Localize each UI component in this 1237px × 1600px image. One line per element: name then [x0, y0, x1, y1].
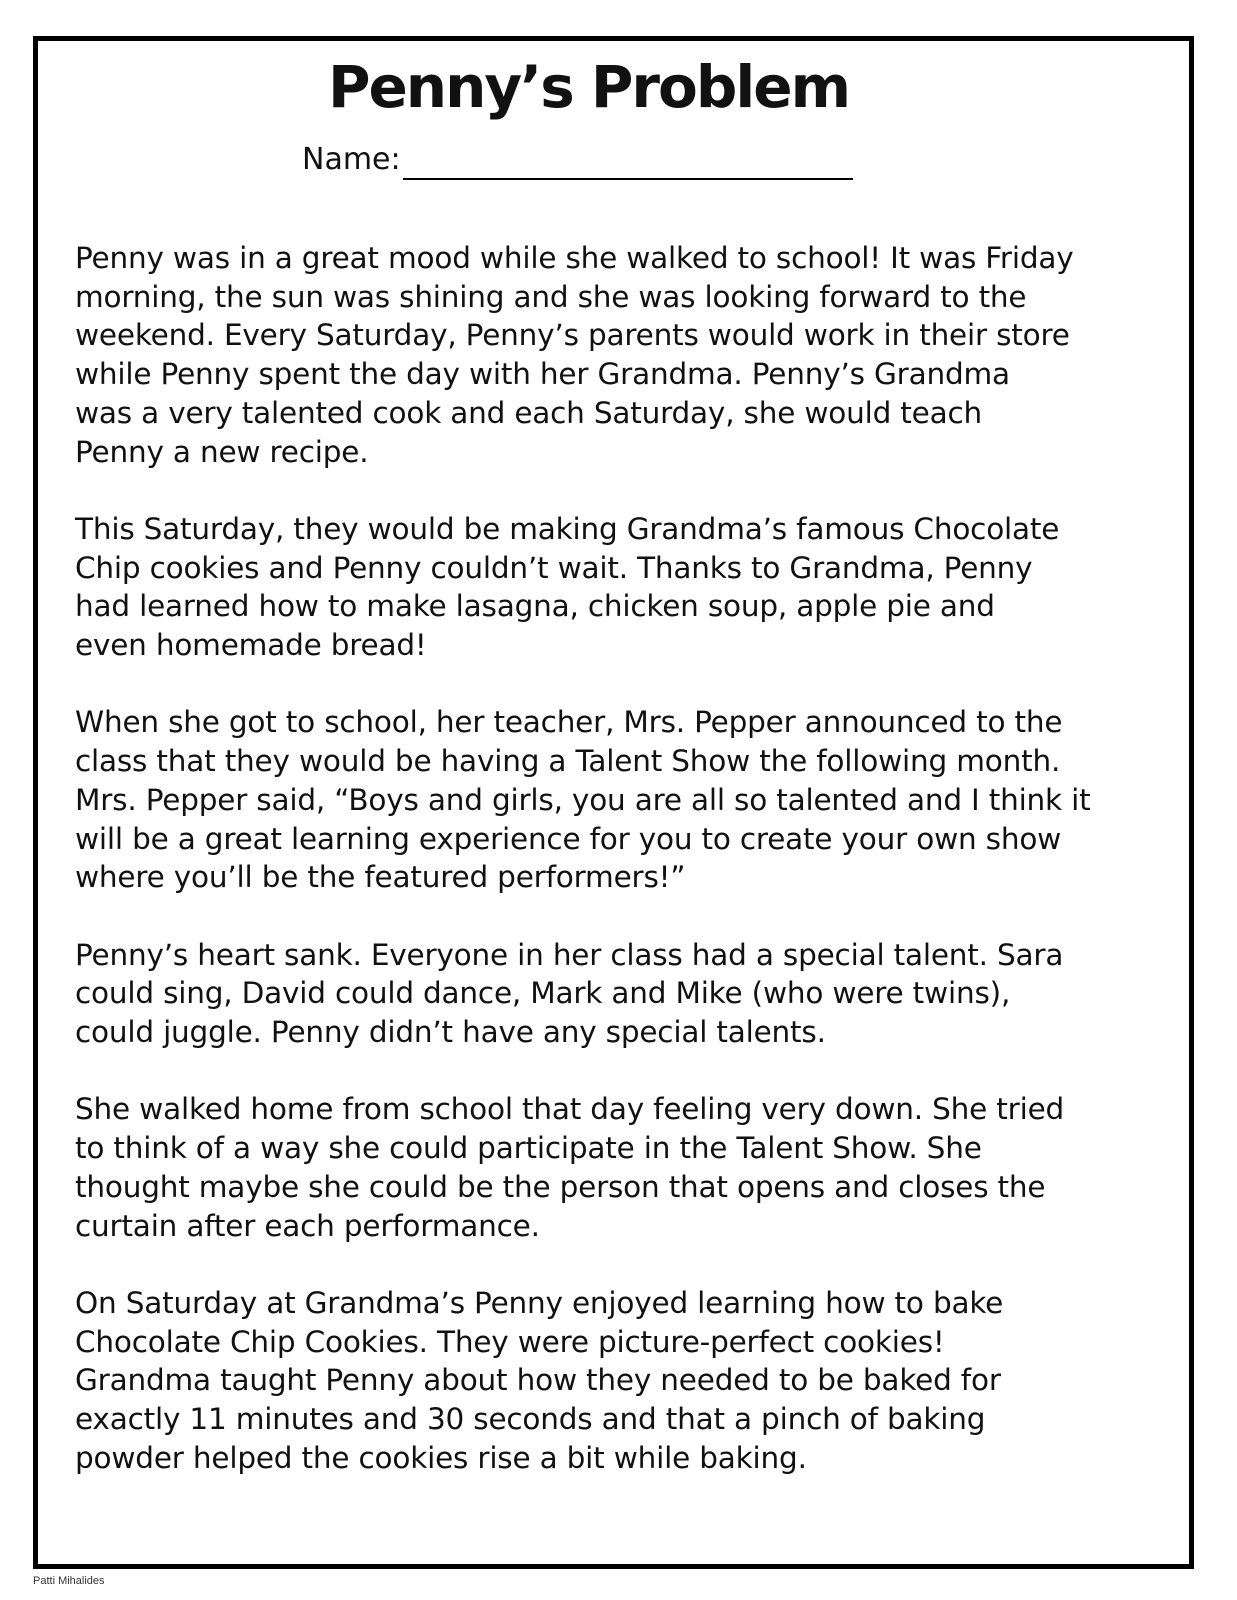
name-label: Name: [302, 142, 401, 177]
page-title: Penny’s Problem [327, 53, 850, 121]
story-line: This Saturday, they would be making Grandma’s famous Chocolate [75, 511, 1060, 546]
story-line: When she got to school, her teacher, Mrs. Pepper announced to the [75, 705, 1063, 740]
story-line: exactly 11 minutes and 30 seconds and that a pinch of baking [75, 1402, 986, 1437]
story-line: weekend. Every Saturday, Penny’s parents would work in their store [75, 318, 1070, 353]
story-line: On Saturday at Grandma’s Penny enjoyed learning how to bake [75, 1285, 1004, 1320]
paragraph-2 [75, 510, 1195, 665]
story-line: had learned how to make lasagna, chicken soup, apple pie and [75, 589, 995, 624]
name-blank-line[interactable] [403, 148, 853, 180]
story-line: curtain after each performance. [75, 1208, 540, 1243]
story-line: thought maybe she could be the person that opens and closes the [75, 1169, 1046, 1204]
story-line: could sing, David could dance, Mark and Mike (who were twins), [75, 976, 1011, 1011]
story-line: Grandma taught Penny about how they needed to be baked for [75, 1363, 1001, 1398]
paragraph-6 [75, 1284, 1195, 1478]
story-line: Penny’s heart sank. Everyone in her class had a special talent. Sara [75, 937, 1064, 972]
story-line: while Penny spent the day with her Grandma. Penny’s Grandma [75, 357, 1010, 392]
story-line: She walked home from school that day feeling very down. She tried [75, 1092, 1065, 1127]
story-line: powder helped the cookies rise a bit while baking. [75, 1440, 807, 1475]
name-field [302, 140, 853, 180]
story-line: to think of a way she could participate in the Talent Show. She [75, 1131, 982, 1166]
story-line: where you’ll be the featured performers!” [75, 860, 686, 895]
paragraph-1 [75, 239, 1195, 471]
author-credit: Patti Mihalides [33, 1575, 105, 1587]
story-body [75, 239, 1195, 1516]
story-line: Mrs. Pepper said, “Boys and girls, you are all so talented and I think it [75, 782, 1091, 817]
story-line: class that they would be having a Talent Show the following month. [75, 744, 1061, 779]
story-line: will be a great learning experience for you to create your own show [75, 821, 1062, 856]
paragraph-3 [75, 703, 1195, 897]
story-line: was a very talented cook and each Saturday, she would teach [75, 395, 983, 430]
story-line: Chocolate Chip Cookies. They were picture-perfect cookies! [75, 1324, 945, 1359]
story-line: morning, the sun was shining and she was looking forward to the [75, 279, 1027, 314]
story-line: Penny was in a great mood while she walked to school! It was Friday [75, 241, 1074, 275]
story-line: Chip cookies and Penny couldn’t wait. Thanks to Grandma, Penny [75, 550, 1033, 585]
paragraph-5 [75, 1090, 1195, 1245]
paragraph-4 [75, 936, 1195, 1052]
story-line: Penny a new recipe. [75, 434, 369, 469]
story-line: could juggle. Penny didn’t have any special talents. [75, 1015, 826, 1050]
story-line: even homemade bread! [75, 628, 427, 663]
